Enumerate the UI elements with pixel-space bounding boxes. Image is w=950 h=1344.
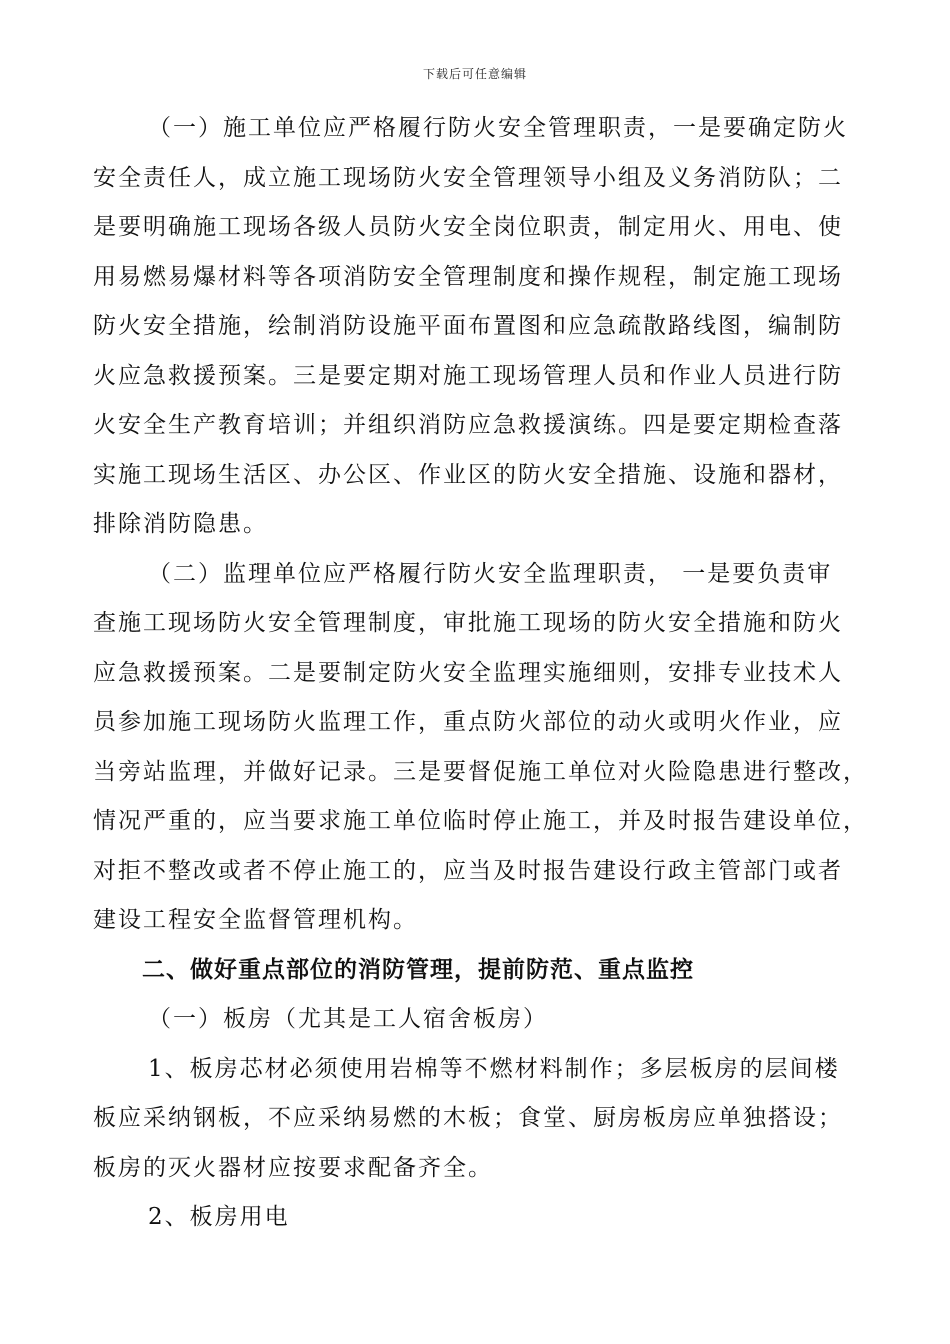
paragraph-1-line-2: 安全责任人，成立施工现场防火安全管理领导小组及义务消防队；二 <box>93 165 843 191</box>
paragraph-1-line-8: 实施工现场生活区、办公区、作业区的防火安全措施、设施和器材， <box>93 462 843 488</box>
paragraph-2-line-8: 建设工程安全监督管理机构。 <box>93 907 418 933</box>
paragraph-1-line-4: 用易燃易爆材料等各项消防安全管理制度和操作规程，制定施工现场 <box>93 264 843 290</box>
paragraph-1-line-6: 火应急救援预案。三是要定期对施工现场管理人员和作业人员进行防 <box>93 363 843 389</box>
paragraph-2-line-7: 对拒不整改或者不停止施工的，应当及时报告建设行政主管部门或者 <box>93 858 843 884</box>
paragraph-2-line-6: 情况严重的，应当要求施工单位临时停止施工，并及时报告建设单位， <box>93 808 868 834</box>
paragraph-2-line-2: 查施工现场防火安全管理制度，审批施工现场的防火安全措施和防火 <box>93 610 843 636</box>
paragraph-1-line-5: 防火安全措施，绘制消防设施平面布置图和应急疏散路线图，编制防 <box>93 313 843 339</box>
paragraph-1-line-3: 是要明确施工现场各级人员防火安全岗位职责，制定用火、用电、使 <box>93 214 843 240</box>
page-header: 下载后可任意编辑 <box>422 67 527 81</box>
paragraph-2-line-5: 当旁站监理，并做好记录。三是要督促施工单位对火险隐患进行整改， <box>93 759 868 785</box>
paragraph-1-line-9: 排除消防隐患。 <box>93 511 268 537</box>
item-2-line-1: 2、板房用电 <box>148 1204 290 1230</box>
section-heading: 二、做好重点部位的消防管理，提前防范、重点监控 <box>142 957 694 983</box>
subsection-heading: （一）板房（尤其是工人宿舍板房） <box>148 1006 548 1032</box>
paragraph-1-line-1: （一）施工单位应严格履行防火安全管理职责，一是要确定防火 <box>148 115 848 141</box>
paragraph-2-line-3: 应急救援预案。二是要制定防火安全监理实施细则，安排专业技术人 <box>93 660 843 686</box>
item-1-line-2: 板应采纳钢板，不应采纳易燃的木板；食堂、厨房板房应单独搭设； <box>93 1105 843 1131</box>
paragraph-2-line-4: 员参加施工现场防火监理工作，重点防火部位的动火或明火作业，应 <box>93 709 843 735</box>
item-1-line-3: 板房的灭火器材应按要求配备齐全。 <box>93 1155 493 1181</box>
paragraph-2-line-1: （二）监理单位应严格履行防火安全监理职责， 一是要负责审 <box>148 561 833 587</box>
paragraph-1-line-7: 火安全生产教育培训；并组织消防应急救援演练。四是要定期检查落 <box>93 412 843 438</box>
item-1-line-1: 1、板房芯材必须使用岩棉等不燃材料制作；多层板房的层间楼 <box>148 1056 840 1082</box>
